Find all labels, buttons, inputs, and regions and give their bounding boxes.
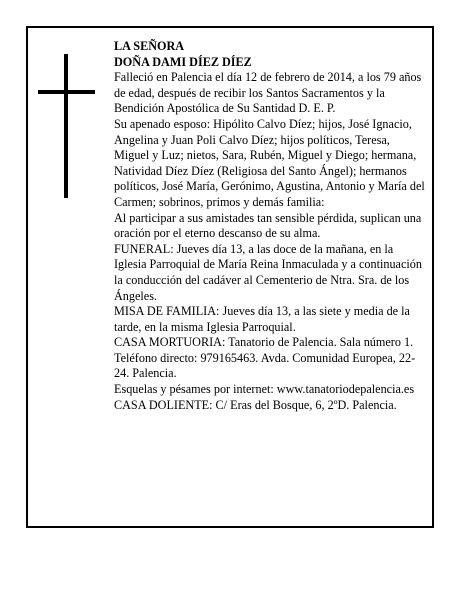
cross-icon <box>64 54 68 198</box>
internet-condolences: Esquelas y pésames por internet: www.tanatoriodepalencia.es <box>114 382 415 397</box>
notice-title: LA SEÑORA <box>114 39 185 53</box>
death-announcement: Falleció en Palencia el día 12 de febrero de 2014, a los 79 años de edad, después de recibir los Santos Sacramentos y la Bendición Apostólica de Su Santidad D. E. P. <box>114 70 422 116</box>
family-home-info: CASA DOLIENTE: C/ Eras del Bosque, 6, 2ºD. Palencia. <box>114 397 397 412</box>
family-mass-info: MISA DE FAMILIA: Jueves día 13, a las siete y media de la tarde, en la misma Iglesia Parroquial. <box>114 304 410 334</box>
deceased-name: DOÑA DAMI DÍEZ DÍEZ <box>114 54 252 69</box>
family-list: Su apenado esposo: Hipólito Calvo Díez; hijos, José Ignacio, Angelina y Juan Poli Calvo Díez; hijos políticos, Teresa, Miguel y Luz; nietos, Sara, Rubén, Miguel y Diego; hermana, Natividad Díez Díez (Religiosa del Santo Ángel); hermanos políticos, José María, Gerónimo, Agustina, Antonio y María del Carmen; sobrinos, primos y demás familia: <box>114 116 425 209</box>
mortuary-info: CASA MORTUORIA: Tanatorio de Palencia. Sala número 1. Teléfono directo: 979165463. Avda. Comunidad Europea, 22-24. Palencia. <box>114 335 416 381</box>
obituary-text <box>114 39 426 413</box>
funeral-info: FUNERAL: Jueves día 13, a las doce de la mañana, en la Iglesia Parroquial de María Reina Inmaculada y a continuación la conducción del cadáver al Cementerio de Ntra. Sra. de los Ángeles. <box>114 241 422 303</box>
prayer-request: Al participar a sus amistades tan sensible pérdida, suplican una oración por el eterno descanso de su alma. <box>114 210 422 241</box>
cross-icon-bar <box>38 90 95 94</box>
